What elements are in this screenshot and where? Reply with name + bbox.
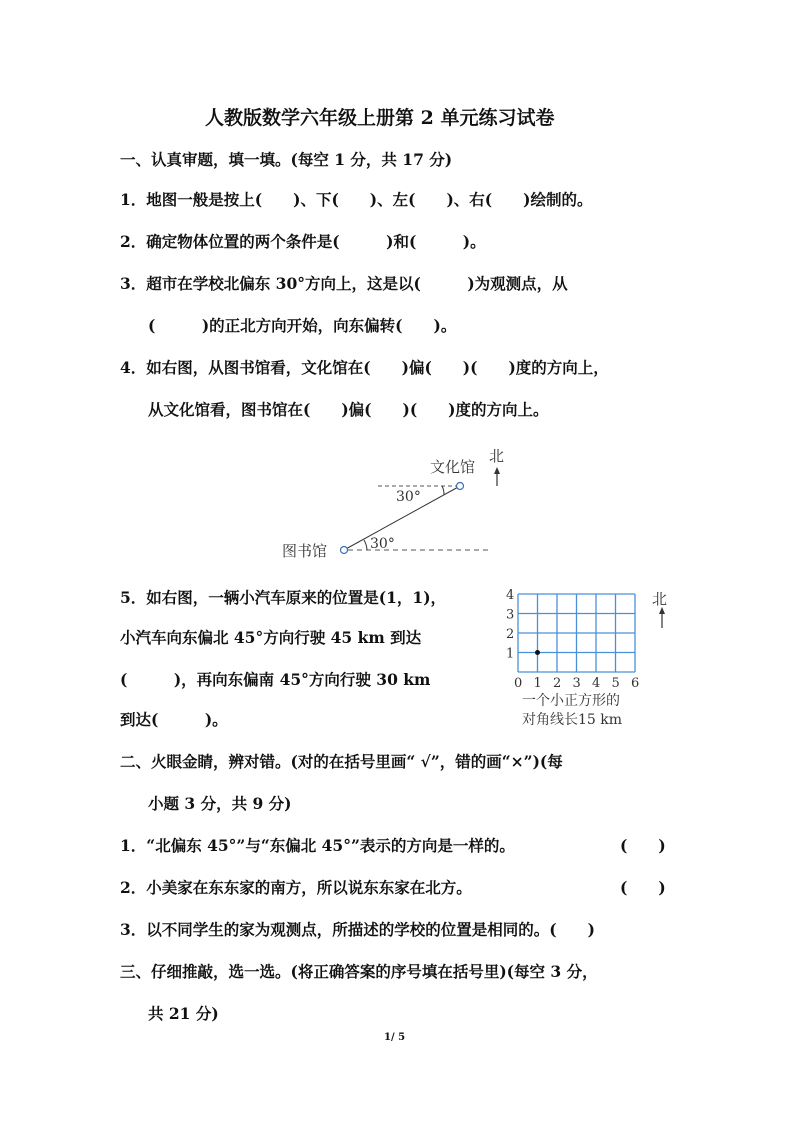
- s2-q1-bracket: ( ): [620, 836, 666, 855]
- s2-q1: 1．“北偏东 45°”与“东偏北 45°”表示的方向是一样的。: [120, 836, 515, 855]
- north-arrow-icon: [659, 607, 665, 614]
- library-point: [341, 547, 348, 554]
- s1-q2: 2．确定物体位置的两个条件是( )和( )。: [120, 232, 486, 251]
- grid-x-tick-label: 1: [533, 676, 542, 691]
- s1-q3-line2: ( )的正北方向开始，向东偏转( )。: [148, 316, 457, 335]
- coordinate-grid: [500, 584, 690, 734]
- grid-caption-line2: 对角线长15 km: [522, 712, 623, 728]
- grid-x-tick-label: 6: [631, 676, 640, 691]
- s1-q5-line4: 到达( )。: [120, 710, 228, 729]
- grid-x-tick-label: 0: [514, 676, 523, 691]
- grid-y-tick-label: 3: [506, 607, 515, 623]
- north-arrow-icon: [494, 467, 500, 474]
- section2-heading-line1: 二、火眼金睛，辨对错。(对的在括号里画“ √”，错的画“×”)(每: [120, 752, 563, 771]
- bottom-angle-arc: [364, 540, 367, 550]
- culture-center-point: [457, 483, 464, 490]
- grid-x-tick-label: 3: [572, 676, 581, 691]
- grid-x-tick-label: 5: [611, 676, 620, 691]
- s1-q5-line3: ( )，再向东偏南 45°方向行驶 30 km: [120, 670, 431, 689]
- grid-y-tick-label: 2: [506, 627, 515, 642]
- grid-caption-line1: 一个小正方形的: [522, 693, 620, 709]
- grid-x-tick-label: 4: [592, 676, 601, 691]
- grid-y-tick-label: 4: [506, 588, 515, 603]
- grid-y-tick-label: 1: [506, 646, 515, 662]
- bottom-angle-label: 30°: [370, 536, 395, 552]
- s1-q5-line1: 5．如右图，一辆小汽车原来的位置是(1，1)，: [120, 588, 447, 607]
- section3-heading-line1: 三、仔细推敲，选一选。(将正确答案的序号填在括号里)(每空 3 分，: [120, 962, 598, 981]
- s1-q1: 1．地图一般是按上( )、下( )、左( )、右( )绘制的。: [120, 190, 593, 209]
- s2-q2: 2．小美家在东东家的南方，所以说东东家在北方。: [120, 878, 472, 897]
- s1-q5-line2: 小汽车向东偏北 45°方向行驶 45 km 到达: [120, 628, 422, 647]
- page-title: 人教版数学六年级上册第 2 单元练习试卷: [205, 107, 555, 129]
- grid-north-label: 北: [652, 590, 668, 608]
- north-label: 北: [489, 447, 505, 465]
- library-label: 图书馆: [282, 542, 328, 560]
- car-start-point: [535, 650, 540, 655]
- culture-center-label: 文化馆: [430, 458, 476, 476]
- s1-q4-line2: 从文化馆看，图书馆在( )偏( )( )度的方向上。: [148, 400, 549, 419]
- s1-q4-line1: 4．如右图，从图书馆看，文化馆在( )偏( )( )度的方向上，: [120, 358, 609, 377]
- section3-heading-line2: 共 21 分): [148, 1004, 219, 1023]
- grid-x-tick-label: 2: [553, 676, 562, 691]
- s1-q3-line1: 3．超市在学校北偏东 30°方向上，这是以( )为观测点，从: [120, 274, 568, 293]
- s2-q2-bracket: ( ): [620, 878, 666, 897]
- top-angle-arc: [442, 486, 444, 495]
- section2-heading-line2: 小题 3 分，共 9 分): [148, 794, 292, 813]
- s2-q3: 3．以不同学生的家为观测点，所描述的学校的位置是相同的。( ): [120, 920, 595, 939]
- page-number: 1/ 5: [384, 1032, 406, 1043]
- direction-diagram: [270, 440, 530, 570]
- top-angle-label: 30°: [396, 489, 421, 505]
- section1-heading: 一、认真审题，填一填。(每空 1 分，共 17 分): [120, 150, 453, 169]
